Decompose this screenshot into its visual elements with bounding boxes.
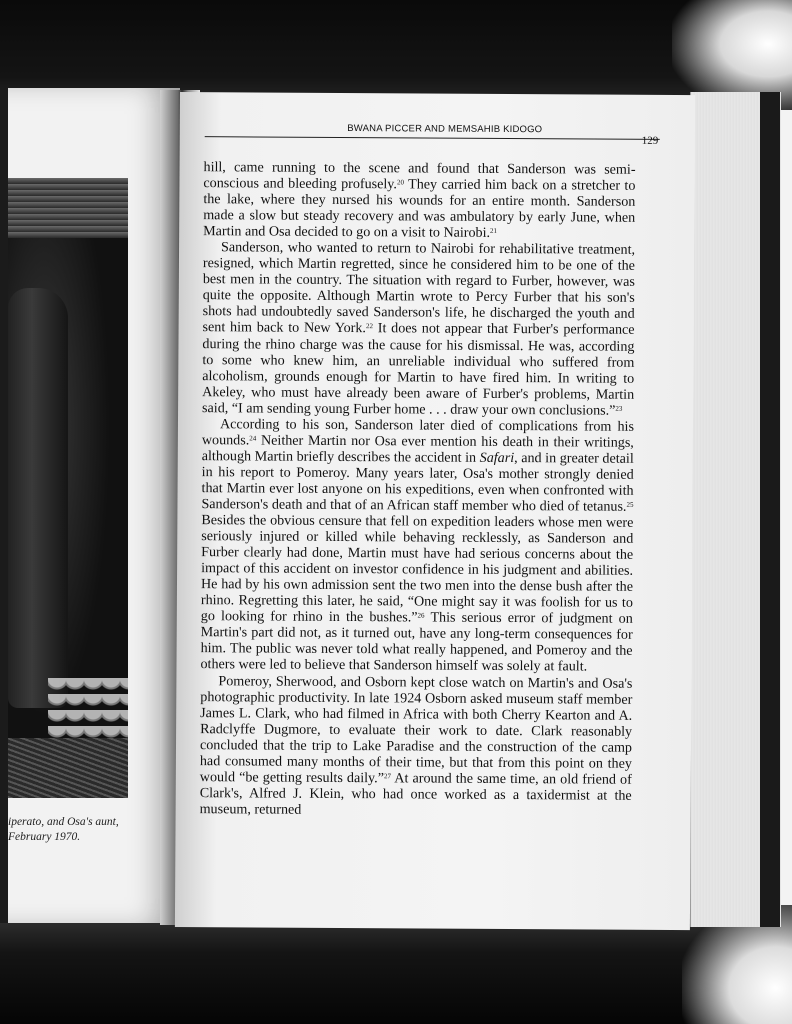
paragraph — [200, 416, 634, 675]
book-cover-edge — [760, 92, 780, 927]
footnote-marker: 24 — [249, 434, 257, 443]
right-page — [175, 92, 695, 930]
paragraph — [203, 159, 635, 242]
running-head-rule — [205, 136, 660, 140]
footnote-marker: 23 — [615, 404, 623, 413]
photo-ground — [8, 738, 128, 798]
left-page-photograph — [8, 178, 128, 798]
photo-caption — [8, 815, 148, 845]
text-run: According to his son, Sanderson later died of complications from his wounds. — [201, 416, 635, 449]
text-run: At around the same time, an old friend of Clark's, Alfred J. Klein, who had once worked as a taxidermist at the museum, returned — [199, 770, 632, 818]
body-text — [200, 159, 636, 820]
text-run: It does not appear that Furber's performance during the rhino charge was the cause for his dismissal. He was, according to some who knew him, an unreliable individual who suffered from alcoholism, grounds enough for Martin to have fired him. In writing to Akeley, who must have already been aware of Furber's problems, Martin said, “I am sending young Furber home . . . draw your own conclusions.” — [202, 320, 635, 419]
footnote-marker: 27 — [383, 772, 392, 781]
running-head: BWANA PICCER AND MEMSAHIB KIDOGO — [347, 123, 543, 136]
text-run: They carried him back on a stretcher to the lake, where they nursed his wounds for an entire month. Sanderson made a slow but steady recovery and was ambulatory by early June, when Martin and Osa decided to go on a visit to Nairobi. — [203, 176, 636, 242]
footnote-marker: 25 — [626, 500, 634, 509]
text-run: Besides the obvious censure that fell on expedition leaders whose men were seriously injured or killed while behaving recklessly, as Sanderson and Furber clearly had done, Martin must have had serious concerns about the impact of this accident on investor confidence in his judgment and abilities. He had by his own admission sent the two men into the dense bush after the rhino. Regretting this later, he said, “One might say it was foolish for us to go looking for rhino in the bushes.” — [200, 512, 634, 626]
paragraph — [202, 239, 635, 418]
caption-line-1: iperato, and Osa's aunt, — [8, 816, 119, 828]
text-run: Neither Martin nor Osa ever mention his death in their writings, although Martin briefly describes the accident in — [201, 432, 634, 466]
paragraph — [200, 673, 633, 820]
footnote-marker: 20 — [396, 178, 405, 187]
italic-title: Safari — [479, 449, 515, 466]
photo-figure — [8, 288, 68, 708]
footnote-marker: 26 — [417, 611, 425, 620]
text-run: This serious error of judgment on Martin's part did not, as it turned out, have any long-term consequences for him. The public was never told what really happened, and Pomeroy and the others were led to believe that Sanderson himself was solely at fault. — [200, 609, 633, 675]
text-run: , and in greater detail in his report to Pomeroy. Many years later, Osa's mother strongly denied that Martin ever lost anyone on his expeditions, even when confronted with Sanderson's death and that of an African staff member who died of tetanus. — [201, 449, 634, 515]
text-run: Pomeroy, Sherwood, and Osborn kept close watch on Martin's and Osa's photographic productivity. In late 1924 Osborn asked museum staff member James L. Clark, who had filmed in Africa with both Cherry Kearton and A. Radclyffe Dugmore, to evaluate their work to date. Clark reasonably concluded that the trip to Lake Paradise and the construction of the camp had consumed many months of their time, but that from this point on they would “be getting results daily.” — [199, 672, 633, 787]
text-run: hill, came running to the scene and found that Sanderson was semi-conscious and bleeding profusely. — [203, 159, 636, 193]
footnote-marker: 22 — [365, 322, 374, 331]
caption-line-2: February 1970. — [8, 831, 81, 843]
footnote-marker: 21 — [490, 227, 498, 236]
photo-roof — [8, 178, 128, 238]
page-number: 129 — [641, 134, 659, 147]
text-run: Sanderson, who wanted to return to Nairobi for rehabilitative treatment, resigned, which Martin regretted, since he considered him to be one of the best men in the country. The situation with regard to Furber, however, was quite the opposite. Although Martin wrote to Percy Furber that his son's shots had undoubtedly saved Sanderson's life, he discharged the youth and sent him back to New York. — [202, 239, 636, 337]
